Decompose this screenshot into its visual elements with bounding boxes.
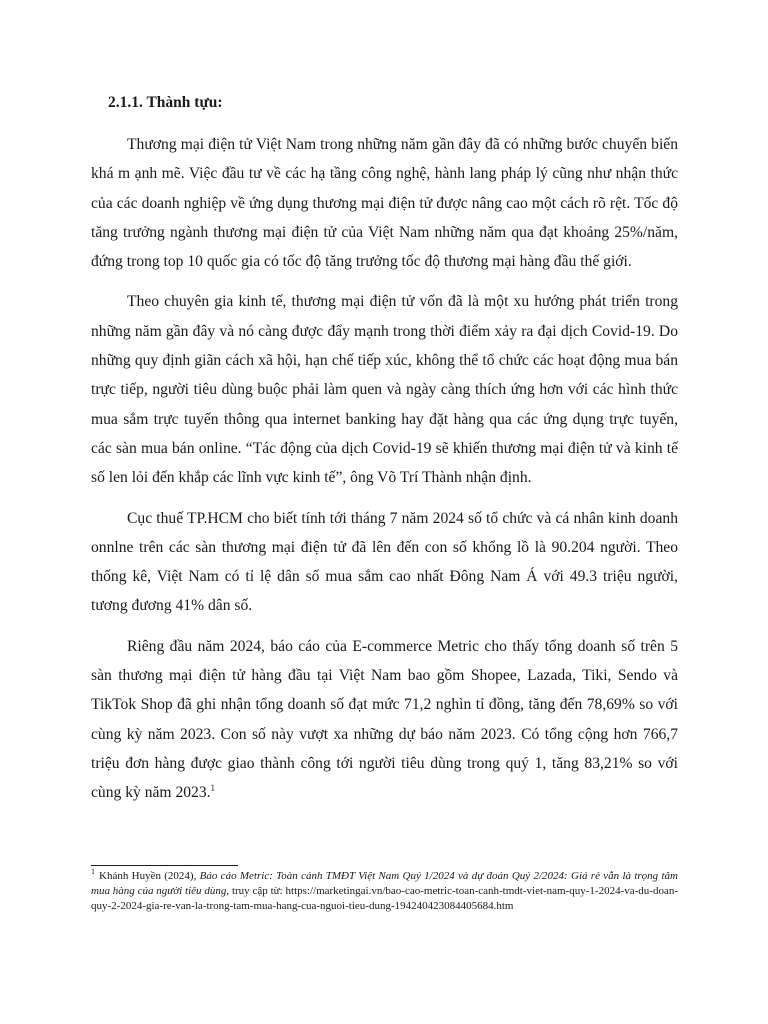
- footnote-reference[interactable]: 1: [210, 783, 216, 794]
- paragraph: [91, 632, 678, 808]
- paragraph-text: Riêng đầu năm 2024, báo cáo của E-commerce Metric cho thấy tổng doanh số trên 5 sàn thương mại điện tử hàng đầu tại Việt Nam bao gồm Shopee, Lazada, Tiki, Sendo và TikTok Shop đã ghi nhận tổng doanh số đạt mức 71,2 nghìn tỉ đồng, tăng đến 78,69% so với cùng kỳ năm 2023. Con số này vượt xa những dự báo năm 2023. Có tổng cộng hơn 766,7 triệu đơn hàng được giao thành công tới người tiêu dùng trong quý 1, tăng 83,21% so với cùng kỳ năm 2023.: [91, 637, 678, 802]
- footnote-number: 1: [91, 867, 95, 877]
- footnote-title: Báo cáo Metric: Toàn cảnh TMĐT Việt Nam Quý 1/2024 và dự đoán Quý 2/2024: Giá rẻ vẫn là trọng tâm mua hàng của người tiêu dùng: [91, 870, 678, 897]
- body-text: [91, 130, 678, 819]
- footnote-separator: [91, 865, 238, 866]
- footnote-author: Khánh Huyền (2024),: [99, 870, 200, 882]
- section-heading: 2.1.1. Thành tựu:: [108, 94, 223, 111]
- footnote: [91, 869, 678, 913]
- paragraph: Cục thuế TP.HCM cho biết tính tới tháng 7 năm 2024 số tổ chức và cá nhân kinh doanh onnlne trên các sàn thương mại điện tử đã lên đến con số khổng lồ là 90.204 người. Theo thống kê, Việt Nam có tỉ lệ dân số mua sắm cao nhất Đông Nam Á với 49.3 triệu người, tương đương 41% dân số.: [91, 509, 678, 615]
- footnote-url[interactable]: https://marketingai.vn/bao-cao-metric-toan-canh-tmdt-viet-nam-quy-1-2024-va-du-doan-quy-2-2024-gia-re-van-la-trong-tam-mua-hang-cua-nguoi-tieu-dung-194240423084405684.htm: [91, 884, 679, 912]
- paragraph: Thương mại điện tử Việt Nam trong những năm gần đây đã có những bước chuyển biến khá m ạnh mẽ. Việc đầu tư về các hạ tầng công nghệ, hành lang pháp lý cũng như nhận thức của các doanh nghiệp về ứng dụng thương mại điện tử được nâng cao một cách rõ rệt. Tốc độ tăng trưởng ngành thương mại điện tử của Việt Nam những năm qua đạt khoảng 25%/năm, đứng trong top 10 quốc gia có tốc độ tăng trưởng tốc độ thương mại hàng đầu thế giới.: [91, 136, 678, 271]
- paragraph: Theo chuyên gia kinh tế, thương mại điện tử vốn đã là một xu hướng phát triển trong những năm gần đây và nó càng được đẩy mạnh trong thời điểm xảy ra đại dịch Covid-19. Do những quy định giãn cách xã hội, hạn chế tiếp xúc, không thể tổ chức các hoạt động mua bán trực tiếp, người tiêu dùng buộc phải làm quen và ngày càng thích ứng hơn với các hình thức mua sắm trực tuyến thông qua internet banking hay đặt hàng qua các ứng dụng trực tuyến, các sàn mua bán online. “Tác động của dịch Covid-19 sẽ khiến thương mại điện tử và kinh tế số len lỏi đến khắp các lĩnh vực kinh tế”, ông Võ Trí Thành nhận định.: [91, 293, 678, 487]
- footnote-access: , truy cập từ:: [226, 884, 286, 897]
